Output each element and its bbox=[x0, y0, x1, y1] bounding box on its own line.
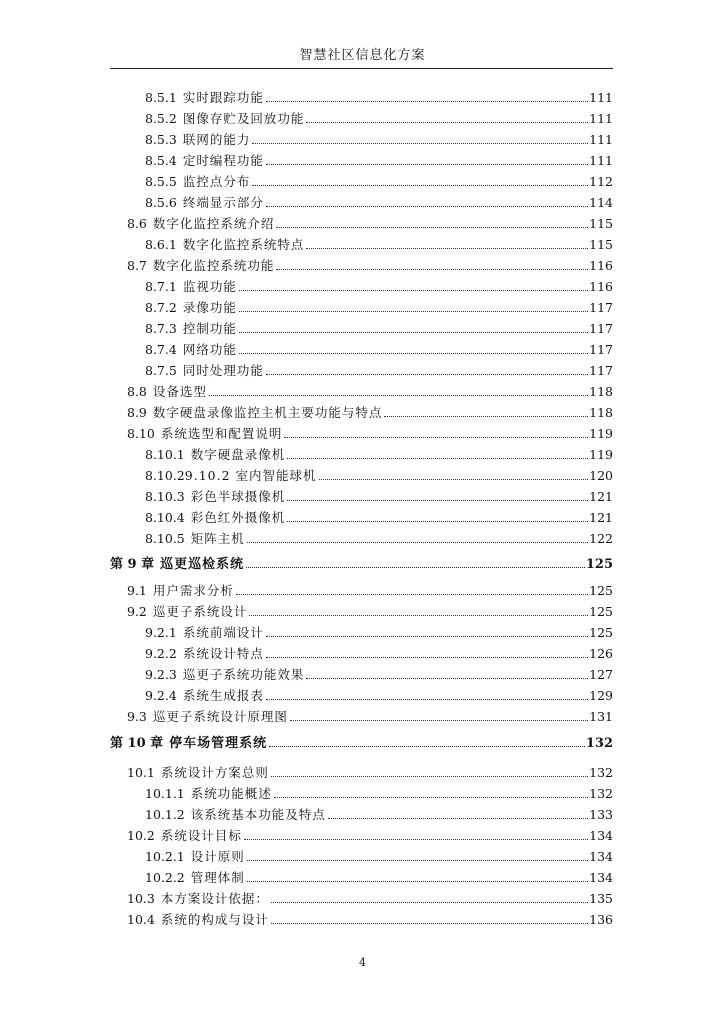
toc-number: 8.5.4 bbox=[145, 153, 177, 168]
dot-leader bbox=[239, 332, 588, 333]
toc-entry[interactable] bbox=[145, 237, 613, 253]
toc-page: 136 bbox=[589, 912, 613, 927]
toc-entry[interactable] bbox=[145, 468, 613, 484]
toc-entry[interactable] bbox=[145, 531, 613, 547]
toc-title: 监视功能 bbox=[182, 279, 237, 294]
toc-page: 126 bbox=[589, 646, 613, 661]
toc-number: 8.5.2 bbox=[145, 111, 177, 126]
toc-entry[interactable] bbox=[127, 828, 613, 844]
dot-leader bbox=[266, 699, 588, 700]
toc-title: 系统设计特点 bbox=[182, 646, 264, 661]
toc-page: 122 bbox=[589, 531, 613, 546]
toc-page: 117 bbox=[589, 300, 613, 315]
toc-entry[interactable] bbox=[145, 321, 613, 337]
toc-title: 数字硬盘录像监控主机主要功能与特点 bbox=[152, 405, 383, 420]
toc-page: 120 bbox=[589, 468, 613, 483]
dot-leader bbox=[247, 881, 588, 882]
toc-page: 127 bbox=[589, 667, 613, 682]
toc-number: 8.6 bbox=[127, 216, 147, 231]
toc-number: 9.3 bbox=[127, 709, 147, 724]
toc-page: 116 bbox=[589, 258, 613, 273]
toc-number: 第 10 章 bbox=[110, 736, 164, 751]
toc-title: 彩色红外摄像机 bbox=[190, 510, 286, 525]
toc-page: 132 bbox=[589, 786, 613, 801]
toc-title: 数字化监控系统特点 bbox=[182, 237, 305, 252]
toc-page: 133 bbox=[589, 807, 613, 822]
toc-entry[interactable] bbox=[127, 604, 613, 620]
toc-entry[interactable] bbox=[145, 174, 613, 190]
toc-number: 9.2 bbox=[127, 604, 147, 619]
dot-leader bbox=[284, 437, 588, 438]
toc-number: 8.5.3 bbox=[145, 132, 177, 147]
dot-leader bbox=[247, 542, 588, 543]
toc-title: 系统前端设计 bbox=[182, 625, 264, 640]
dot-leader bbox=[271, 923, 588, 924]
toc-title: 9.10.2 室内智能球机 bbox=[184, 468, 317, 483]
toc-entry[interactable] bbox=[127, 765, 613, 781]
dot-leader bbox=[252, 185, 588, 186]
toc-chapter-entry[interactable] bbox=[110, 736, 613, 752]
toc-title: 数字硬盘录像机 bbox=[190, 447, 286, 462]
toc-page: 117 bbox=[589, 342, 613, 357]
toc-page: 134 bbox=[589, 849, 613, 864]
toc-title: 系统设计方案总则 bbox=[160, 765, 269, 780]
toc-title: 该系统基本功能及特点 bbox=[190, 807, 326, 822]
toc-title: 实时跟踪功能 bbox=[182, 90, 264, 105]
dot-leader bbox=[287, 458, 588, 459]
toc-entry[interactable] bbox=[145, 153, 613, 169]
toc-number: 8.10 bbox=[127, 426, 155, 441]
toc-number: 8.7.1 bbox=[145, 279, 177, 294]
toc-entry[interactable] bbox=[145, 688, 613, 704]
toc-number: 8.7 bbox=[127, 258, 147, 273]
toc-entry[interactable] bbox=[145, 90, 613, 106]
dot-leader bbox=[246, 567, 585, 568]
toc-page: 131 bbox=[589, 709, 613, 724]
toc-entry[interactable] bbox=[145, 111, 613, 127]
toc-entry[interactable] bbox=[145, 489, 613, 505]
toc-entry[interactable] bbox=[127, 384, 613, 400]
toc-entry[interactable] bbox=[145, 667, 613, 683]
dot-leader bbox=[266, 206, 588, 207]
toc-entry[interactable] bbox=[145, 300, 613, 316]
toc-title: 系统设计目标 bbox=[160, 828, 242, 843]
toc-title: 图像存贮及回放功能 bbox=[182, 111, 305, 126]
toc-page: 111 bbox=[589, 90, 613, 105]
toc-page: 125 bbox=[589, 604, 613, 619]
toc-number: 9.2.2 bbox=[145, 646, 177, 661]
toc-page: 117 bbox=[589, 321, 613, 336]
toc-entry[interactable] bbox=[145, 807, 613, 823]
toc-entry[interactable] bbox=[145, 363, 613, 379]
toc-page: 135 bbox=[589, 891, 613, 906]
toc-number: 8.10.4 bbox=[145, 510, 185, 525]
toc-page: 121 bbox=[589, 489, 613, 504]
toc-title: 控制功能 bbox=[182, 321, 237, 336]
dot-leader bbox=[236, 594, 588, 595]
toc-page: 112 bbox=[589, 174, 613, 189]
toc-number: 8.6.1 bbox=[145, 237, 177, 252]
toc-title: 矩阵主机 bbox=[190, 531, 245, 546]
toc-page: 134 bbox=[589, 828, 613, 843]
toc-page: 132 bbox=[589, 765, 613, 780]
dot-leader bbox=[290, 720, 588, 721]
dot-leader bbox=[249, 615, 588, 616]
toc-number: 8.7.5 bbox=[145, 363, 177, 378]
toc-entry[interactable] bbox=[145, 786, 613, 802]
toc-title: 终端显示部分 bbox=[182, 195, 264, 210]
toc-title: 系统生成报表 bbox=[182, 688, 264, 703]
toc-title: 监控点分布 bbox=[182, 174, 251, 189]
toc-number: 8.7.3 bbox=[145, 321, 177, 336]
toc-number: 8.5.5 bbox=[145, 174, 177, 189]
toc-page: 116 bbox=[589, 279, 613, 294]
toc-entry[interactable] bbox=[127, 258, 613, 274]
toc-title: 网络功能 bbox=[182, 342, 237, 357]
toc-entry[interactable] bbox=[127, 426, 613, 442]
toc-title: 管理体制 bbox=[190, 870, 245, 885]
toc-title: 定时编程功能 bbox=[182, 153, 264, 168]
toc-entry[interactable] bbox=[145, 279, 613, 295]
toc-page: 117 bbox=[589, 363, 613, 378]
toc-number: 8.8 bbox=[127, 384, 147, 399]
toc-entry[interactable] bbox=[127, 912, 613, 928]
toc-page: 125 bbox=[585, 557, 613, 572]
toc-title: 数字化监控系统介绍 bbox=[152, 216, 275, 231]
toc-entry[interactable] bbox=[145, 195, 613, 211]
toc-page: 115 bbox=[589, 216, 613, 231]
dot-leader bbox=[306, 122, 588, 123]
toc-number: 10.2.2 bbox=[145, 870, 185, 885]
toc-number: 10.3 bbox=[127, 891, 155, 906]
toc-number: 8.7.2 bbox=[145, 300, 177, 315]
toc-number: 9.1 bbox=[127, 583, 147, 598]
dot-leader bbox=[209, 395, 588, 396]
toc-number: 10.1.1 bbox=[145, 786, 185, 801]
toc-page: 134 bbox=[589, 870, 613, 885]
toc-page: 119 bbox=[589, 447, 613, 462]
toc-number: 8.5.6 bbox=[145, 195, 177, 210]
toc-title: 巡更子系统设计原理图 bbox=[152, 709, 288, 724]
toc-number: 10.1 bbox=[127, 765, 155, 780]
toc-entry[interactable] bbox=[127, 405, 613, 421]
dot-leader bbox=[266, 636, 588, 637]
dot-leader bbox=[266, 374, 588, 375]
toc-number: 8.10.3 bbox=[145, 489, 185, 504]
toc-title: 系统的构成与设计 bbox=[160, 912, 269, 927]
dot-leader bbox=[239, 311, 588, 312]
toc-entry[interactable] bbox=[145, 342, 613, 358]
toc-entry[interactable] bbox=[127, 709, 613, 725]
toc-entry[interactable] bbox=[127, 891, 613, 907]
toc-number: 8.5.1 bbox=[145, 90, 177, 105]
toc-page: 119 bbox=[589, 426, 613, 441]
dot-leader bbox=[239, 290, 588, 291]
dot-leader bbox=[328, 818, 588, 819]
dot-leader bbox=[271, 776, 588, 777]
dot-leader bbox=[276, 227, 588, 228]
dot-leader bbox=[271, 902, 588, 903]
dot-leader bbox=[306, 248, 588, 249]
toc-title: 同时处理功能 bbox=[182, 363, 264, 378]
toc-number: 10.2.1 bbox=[145, 849, 185, 864]
dot-leader bbox=[266, 101, 588, 102]
toc-number: 8.9 bbox=[127, 405, 147, 420]
toc-entry[interactable] bbox=[145, 849, 613, 865]
toc-title: 用户需求分析 bbox=[152, 583, 234, 598]
toc-page: 118 bbox=[589, 384, 613, 399]
toc-title: 设计原则 bbox=[190, 849, 245, 864]
page-number: 4 bbox=[359, 956, 366, 969]
toc-title: 设备选型 bbox=[152, 384, 207, 399]
toc-entry[interactable] bbox=[145, 625, 613, 641]
toc-number: 10.2 bbox=[127, 828, 155, 843]
page-header-title: 智慧社区信息化方案 bbox=[299, 48, 426, 63]
toc-title: 系统选型和配置说明 bbox=[160, 426, 283, 441]
dot-leader bbox=[239, 353, 588, 354]
toc-entry[interactable] bbox=[145, 646, 613, 662]
dot-leader bbox=[274, 797, 588, 798]
dot-leader bbox=[287, 521, 588, 522]
dot-leader bbox=[306, 678, 588, 679]
toc-number: 第 9 章 bbox=[110, 557, 155, 572]
toc-entry[interactable] bbox=[145, 510, 613, 526]
toc-number: 9.2.3 bbox=[145, 667, 177, 682]
toc-number: 8.7.4 bbox=[145, 342, 177, 357]
toc-page: 115 bbox=[589, 237, 613, 252]
toc-title: 巡更巡检系统 bbox=[160, 557, 245, 572]
dot-leader bbox=[247, 860, 588, 861]
toc-entry[interactable] bbox=[145, 132, 613, 148]
toc-number: 9.2.4 bbox=[145, 688, 177, 703]
toc-title: 彩色半球摄像机 bbox=[190, 489, 286, 504]
toc-chapter-entry[interactable] bbox=[110, 557, 613, 573]
dot-leader bbox=[266, 657, 588, 658]
toc-entry[interactable] bbox=[127, 583, 613, 599]
toc-page: 125 bbox=[589, 583, 613, 598]
toc-number: 8.10.1 bbox=[145, 447, 185, 462]
toc-entry[interactable] bbox=[145, 870, 613, 886]
toc-page: 111 bbox=[589, 111, 613, 126]
toc-title: 录像功能 bbox=[182, 300, 237, 315]
toc-number: 10.1.2 bbox=[145, 807, 185, 822]
toc-title: 联网的能力 bbox=[182, 132, 251, 147]
dot-leader bbox=[276, 269, 588, 270]
toc-page: 132 bbox=[585, 736, 613, 751]
toc-page: 129 bbox=[589, 688, 613, 703]
dot-leader bbox=[252, 143, 588, 144]
toc-number: 8.10.2 bbox=[145, 468, 185, 483]
toc-number: 8.10.5 bbox=[145, 531, 185, 546]
toc-title: 系统功能概述 bbox=[190, 786, 272, 801]
toc-title: 巡更子系统功能效果 bbox=[182, 667, 305, 682]
toc-page: 121 bbox=[589, 510, 613, 525]
toc-title: 停车场管理系统 bbox=[169, 736, 268, 751]
toc-page: 111 bbox=[589, 153, 613, 168]
toc-number: 9.2.1 bbox=[145, 625, 177, 640]
toc-title: 本方案设计依据： bbox=[160, 891, 269, 906]
toc-number: 10.4 bbox=[127, 912, 155, 927]
dot-leader bbox=[266, 164, 588, 165]
toc-page: 114 bbox=[589, 195, 613, 210]
dot-leader bbox=[287, 500, 588, 501]
toc-title: 数字化监控系统功能 bbox=[152, 258, 275, 273]
dot-leader bbox=[244, 839, 588, 840]
dot-leader bbox=[384, 416, 588, 417]
toc-entry[interactable] bbox=[127, 216, 613, 232]
dot-leader bbox=[269, 746, 585, 747]
toc-page: 118 bbox=[589, 405, 613, 420]
toc-entry[interactable] bbox=[145, 447, 613, 463]
toc-title: 巡更子系统设计 bbox=[152, 604, 248, 619]
dot-leader bbox=[319, 479, 589, 480]
toc-page: 125 bbox=[589, 625, 613, 640]
toc-page: 111 bbox=[589, 132, 613, 147]
